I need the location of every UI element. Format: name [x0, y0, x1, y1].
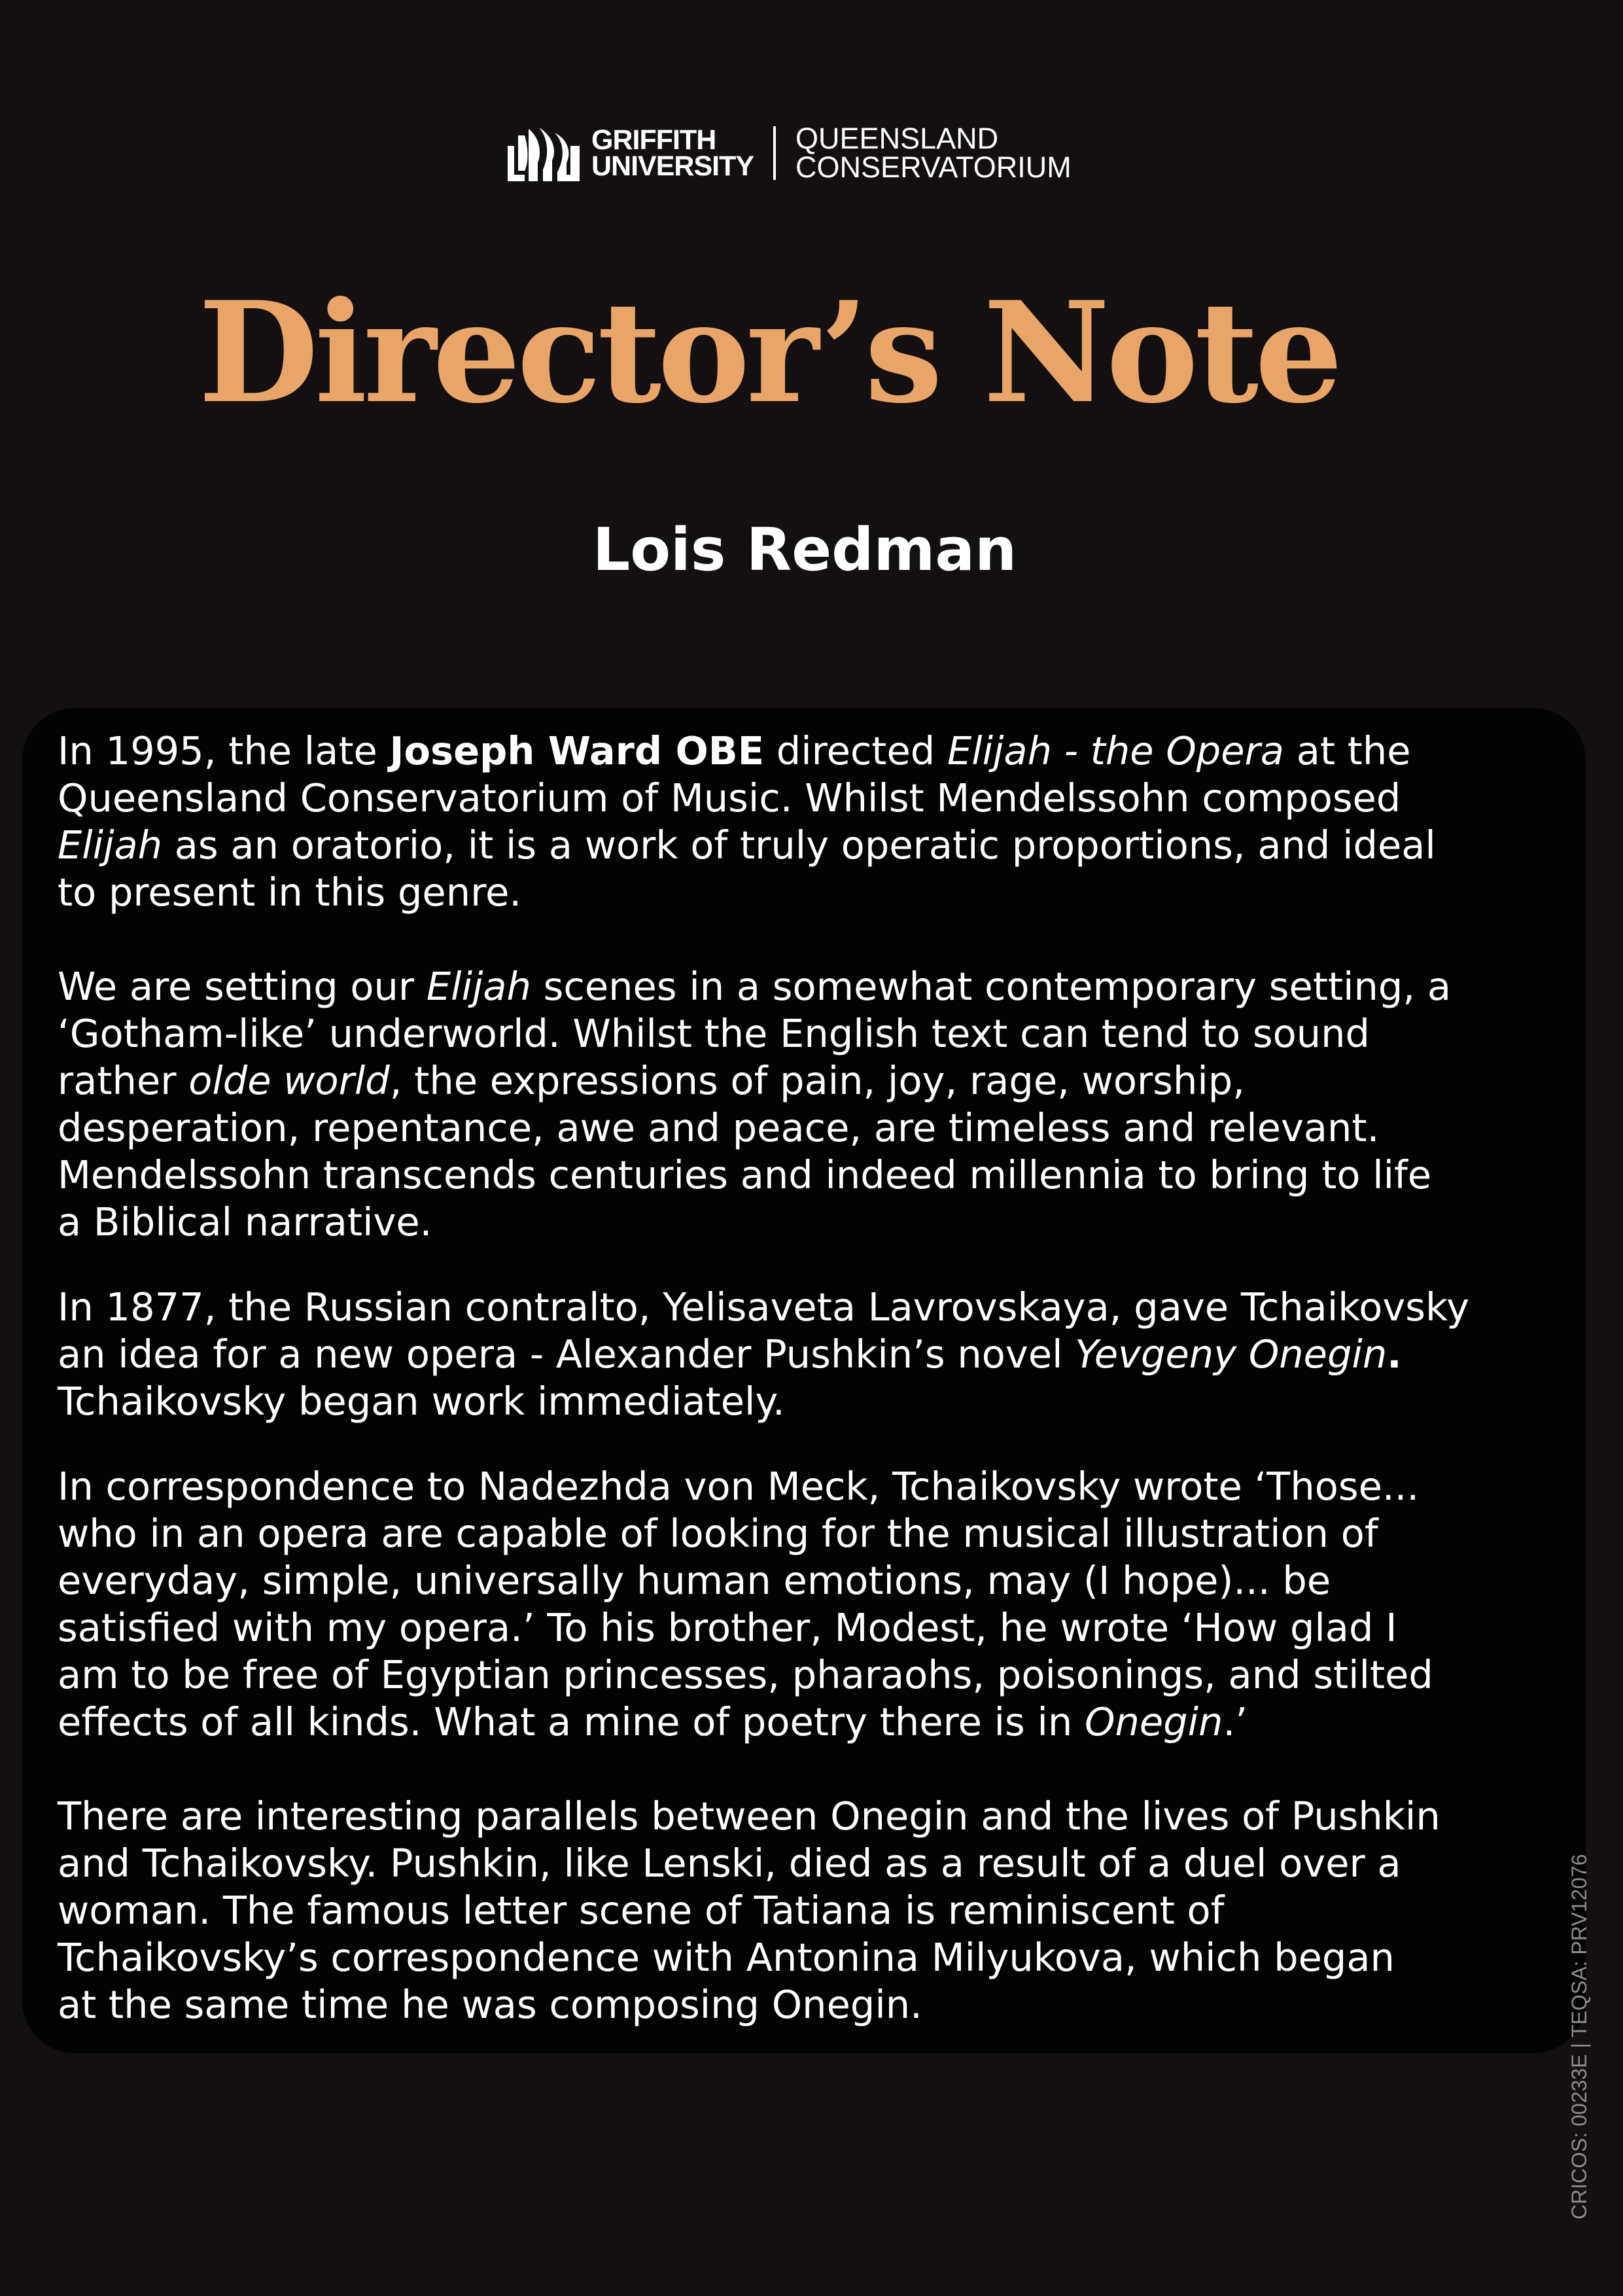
- paragraph-gap: [58, 1246, 1582, 1284]
- p1-work-title: Elijah - the Opera: [947, 728, 1284, 773]
- p4-text-c: .’: [1223, 1699, 1248, 1744]
- conservatorium-line-2: CONSERVATORIUM: [795, 150, 1072, 184]
- p2-work-title: Elijah: [426, 964, 531, 1009]
- p4-text-a: In correspondence to Nadezhda von Meck, Tchaikovsky wrote ‘Those... who in an opera are capable of looking for the musical illustration of everyday, simple, universally human emotions, may (I hope)... be satisfied with my opera.’ To his brother, Modest, he wrote ‘How glad I am to be free of Egyptian princesses, pharaohs, poisonings, and stilted effects of all kinds. What a mine of poetry there is in: [58, 1464, 1433, 1744]
- p1-text-g: as an oratorio, it is a work of truly operatic proportions, and ideal to present in this genre.: [58, 822, 1436, 915]
- author-name: Lois Redman: [592, 516, 1017, 584]
- p2-text-e: , the expressions of pain, joy, rage, worship, desperation, repentance, awe and peace, are timeless and relevant. Mendelssohn transcends centuries and indeed millennia to bring to life a Biblical narrative.: [58, 1058, 1432, 1245]
- griffith-logo: [505, 122, 1072, 185]
- paragraph-2: [58, 963, 1582, 1246]
- p1-text-c: directed: [764, 728, 947, 773]
- paragraph-gap: [58, 1425, 1582, 1463]
- note-body: [58, 728, 1582, 2028]
- p5-text-a: There are interesting parallels between Onegin and the lives of Pushkin and Tchaikovsky. Pushkin, like Lenski, died as a result of a duel over a woman. The famous letter scene of Tatiana is reminiscent of Tchaikovsky’s correspondence with Antonina Milyukova, which began at the same time he was composing Onegin.: [58, 1793, 1440, 2027]
- paragraph-4: [58, 1463, 1582, 1746]
- p2-text-a: We are setting our: [58, 964, 427, 1009]
- p1-text-e: at the Queensland Conservatorium of Music. Whilst Mendelssohn composed: [58, 728, 1411, 821]
- p3-work-title: Yevgeny Onegin: [1075, 1332, 1387, 1377]
- p2-text-c: scenes in a somewhat contemporary setting, a ‘Gotham-like’ underworld. Whilst the English text can tend to sound rather: [58, 964, 1452, 1103]
- accreditation-code: CRICOS: 00233E | TEQSA: PRV12076: [1567, 1854, 1591, 2219]
- p1-name-bold: Joseph Ward OBE: [389, 728, 765, 773]
- paragraph-gap: [58, 916, 1582, 963]
- p2-italic-phrase: olde world: [188, 1058, 390, 1103]
- p3-text-a: In 1877, the Russian contralto, Yelisaveta Lavrovskaya, gave Tchaikovsky an idea for a new opera - Alexander Pushkin’s novel: [58, 1284, 1470, 1377]
- conservatorium-wordmark: [795, 124, 1072, 182]
- p4-work-title: Onegin: [1085, 1699, 1223, 1744]
- paragraph-gap: [58, 1746, 1582, 1793]
- university-line-1: GRIFFITH: [591, 124, 716, 156]
- logo-divider: [773, 126, 776, 180]
- page-title: Director’s Note: [198, 271, 1339, 434]
- paragraph-5: [58, 1793, 1582, 2028]
- p1-work-title-2: Elijah: [58, 822, 163, 868]
- paragraph-1: [58, 728, 1582, 916]
- p1-text-a: In 1995, the late: [58, 728, 390, 773]
- conservatorium-line-1: QUEENSLAND: [795, 122, 999, 155]
- university-line-2: UNIVERSITY: [591, 150, 754, 182]
- p3-period-bold: .: [1387, 1332, 1402, 1377]
- university-wordmark: [591, 124, 754, 182]
- griffith-flame-icon: [505, 124, 582, 183]
- paragraph-3: [58, 1284, 1582, 1425]
- p3-text-d: Tchaikovsky began work immediately.: [58, 1379, 785, 1424]
